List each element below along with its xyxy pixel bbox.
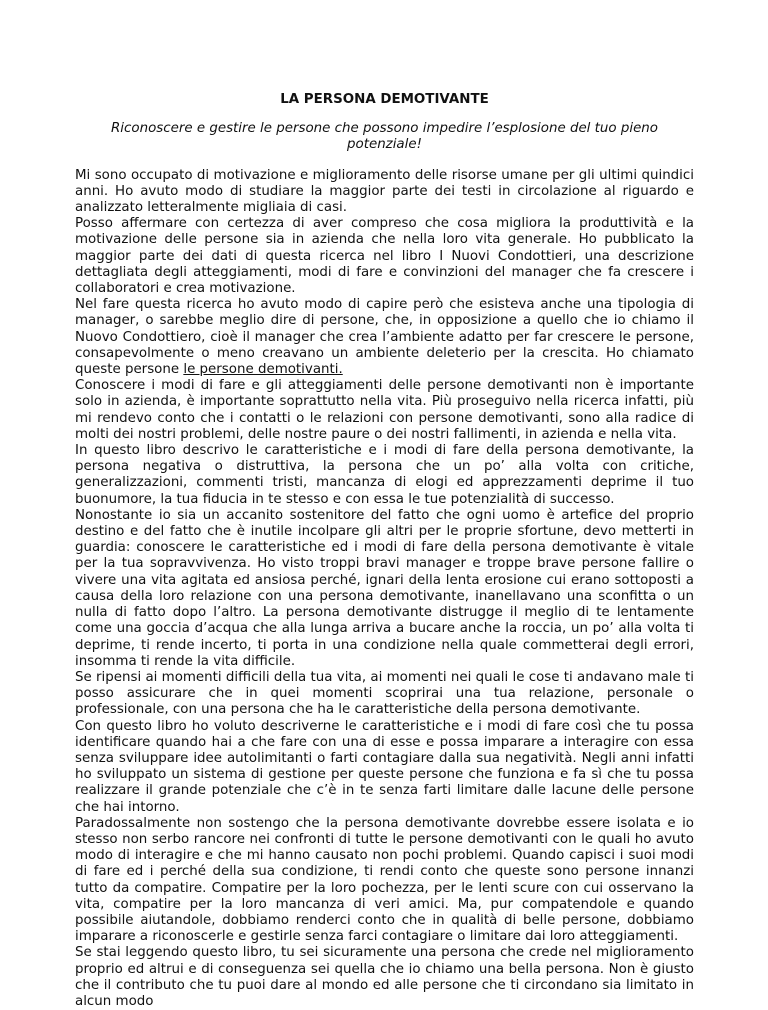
paragraph-2: Posso affermare con certezza di aver compreso che cosa migliora la produttività e la motivazione delle persone sia in azienda che nella loro vita generale. Ho pubblicato la maggior parte dei dati di questa ricerca nel libro I Nuovi Condottieri, una descrizione dettagliata degli atteggiamenti, modi di fare e convinzioni del manager che fa crescere i collaboratori e crea motivazione. (75, 216, 694, 297)
paragraph-5: In questo libro descrivo le caratteristiche e i modi di fare della persona demotivante, la persona negativa o distruttiva, la persona che un po’ alla volta con critiche, generalizzazioni, commenti tristi, mancanza di elogi ed apprezzamenti deprime il tuo buonumore, la tua fiducia in te stesso e con essa le tue potenzialità di successo. (75, 443, 694, 507)
paragraph-7: Se ripensi ai momenti difficili della tua vita, ai momenti nei quali le cose ti andavano male ti posso assicurare che in quei momenti scoprirai una tua relazione, personale o professionale, con una persona che ha le caratteristiche della persona demotivante. (75, 669, 694, 718)
paragraph-6: Nonostante io sia un accanito sostenitore del fatto che ogni uomo è artefice del proprio destino e del fatto che è inutile incolpare gli altri per le proprie sfortune, devo metterti in guardia: conoscere le caratteristiche ed i modi di fare della persona demotivante è vitale per la tua sopravvivenza. Ho visto troppi bravi manager e troppe brave persone fallire o vivere una vita agitata ed ansiosa perché, ignari della lenta erosione cui erano sottoposti a causa della loro relazione con una persona demotivante, inanellavano una sconfitta o un nulla di fatto dopo l’altro. La persona demotivante distrugge il meglio di te lentamente come una goccia d’acqua che alla lunga arriva a bucare anche la roccia, un po’ alla volta ti deprime, ti rende incerto, ti porta in una condizione nella quale commetterai degli errori, insomma ti rende la vita difficile. (75, 507, 694, 669)
paragraph-3-text: Nel fare questa ricerca ho avuto modo di capire però che esisteva anche una tipologia di manager, o sarebbe meglio dire di persone, che, in opposizione a quello che io chiamo il Nuovo Condottiero, cioè il manager che crea l’ambiente adatto per far crescere le persone, consapevolmente o meno creavano un ambiente deleterio per la crescita. Ho chiamato queste persone (75, 297, 694, 378)
document-title: LA PERSONA DEMOTIVANTE (280, 92, 489, 107)
paragraph-10: Se stai leggendo questo libro, tu sei sicuramente una persona che crede nel miglioramento proprio ed altrui e di conseguenza sei quella che io chiamo una bella persona. Non è giusto che il contributo che tu puoi dare al mondo ed alle persone che ti circondano sia limitato in alcun modo (75, 945, 694, 1009)
document-page (75, 92, 694, 1010)
document-subtitle: Riconoscere e gestire le persone che possono impedire l’esplosione del tuo pieno potenziale! (111, 121, 658, 153)
paragraph-4: Conoscere i modi di fare e gli atteggiamenti delle persone demotivanti non è importante solo in azienda, è importante soprattutto nella vita. Più proseguivo nella ricerca infatti, più mi rendevo conto che i contatti o le relazioni con persone demotivanti, sono alla radice di molti dei nostri problemi, delle nostre paure o dei nostri fallimenti, in azienda e nella vita. (75, 378, 694, 442)
underlined-term: le persone demotivanti. (183, 362, 343, 378)
paragraph-1: Mi sono occupato di motivazione e miglioramento delle risorse umane per gli ultimi quindici anni. Ho avuto modo di studiare la maggior parte dei testi in circolazione al riguardo e analizzato letteralmente migliaia di casi. (75, 167, 694, 216)
paragraph-3 (75, 297, 694, 378)
paragraph-8: Con questo libro ho voluto descriverne le caratteristiche e i modi di fare così che tu possa identificare quando hai a che fare con una di esse e possa imparare a interagire con essa senza sviluppare idee autolimitanti o farti contagiare dalla sua negatività. Negli anni infatti ho sviluppato un sistema di gestione per queste persone che funziona e fa sì che tu possa realizzare il grande potenziale che c’è in te senza farti limitare dalle lacune delle persone che hai intorno. (75, 718, 694, 815)
paragraph-9: Paradossalmente non sostengo che la persona demotivante dovrebbe essere isolata e io stesso non serbo rancore nei confronti di tutte le persone demotivanti con le quali ho avuto modo di interagire e che mi hanno causato non pochi problemi. Quando capisci i suoi modi di fare ed i perché della sua condizione, ti rendi conto che queste sono persone innanzi tutto da compatire. Compatire per la loro pochezza, per le lenti scure con cui osservano la vita, compatire per la loro mancanza di veri amici. Ma, pur compatendole e quando possibile aiutandole, dobbiamo renderci conto che in qualità di belle persone, dobbiamo imparare a riconoscerle e gestirle senza farci contagiare o limitare dai loro atteggiamenti. (75, 815, 694, 945)
